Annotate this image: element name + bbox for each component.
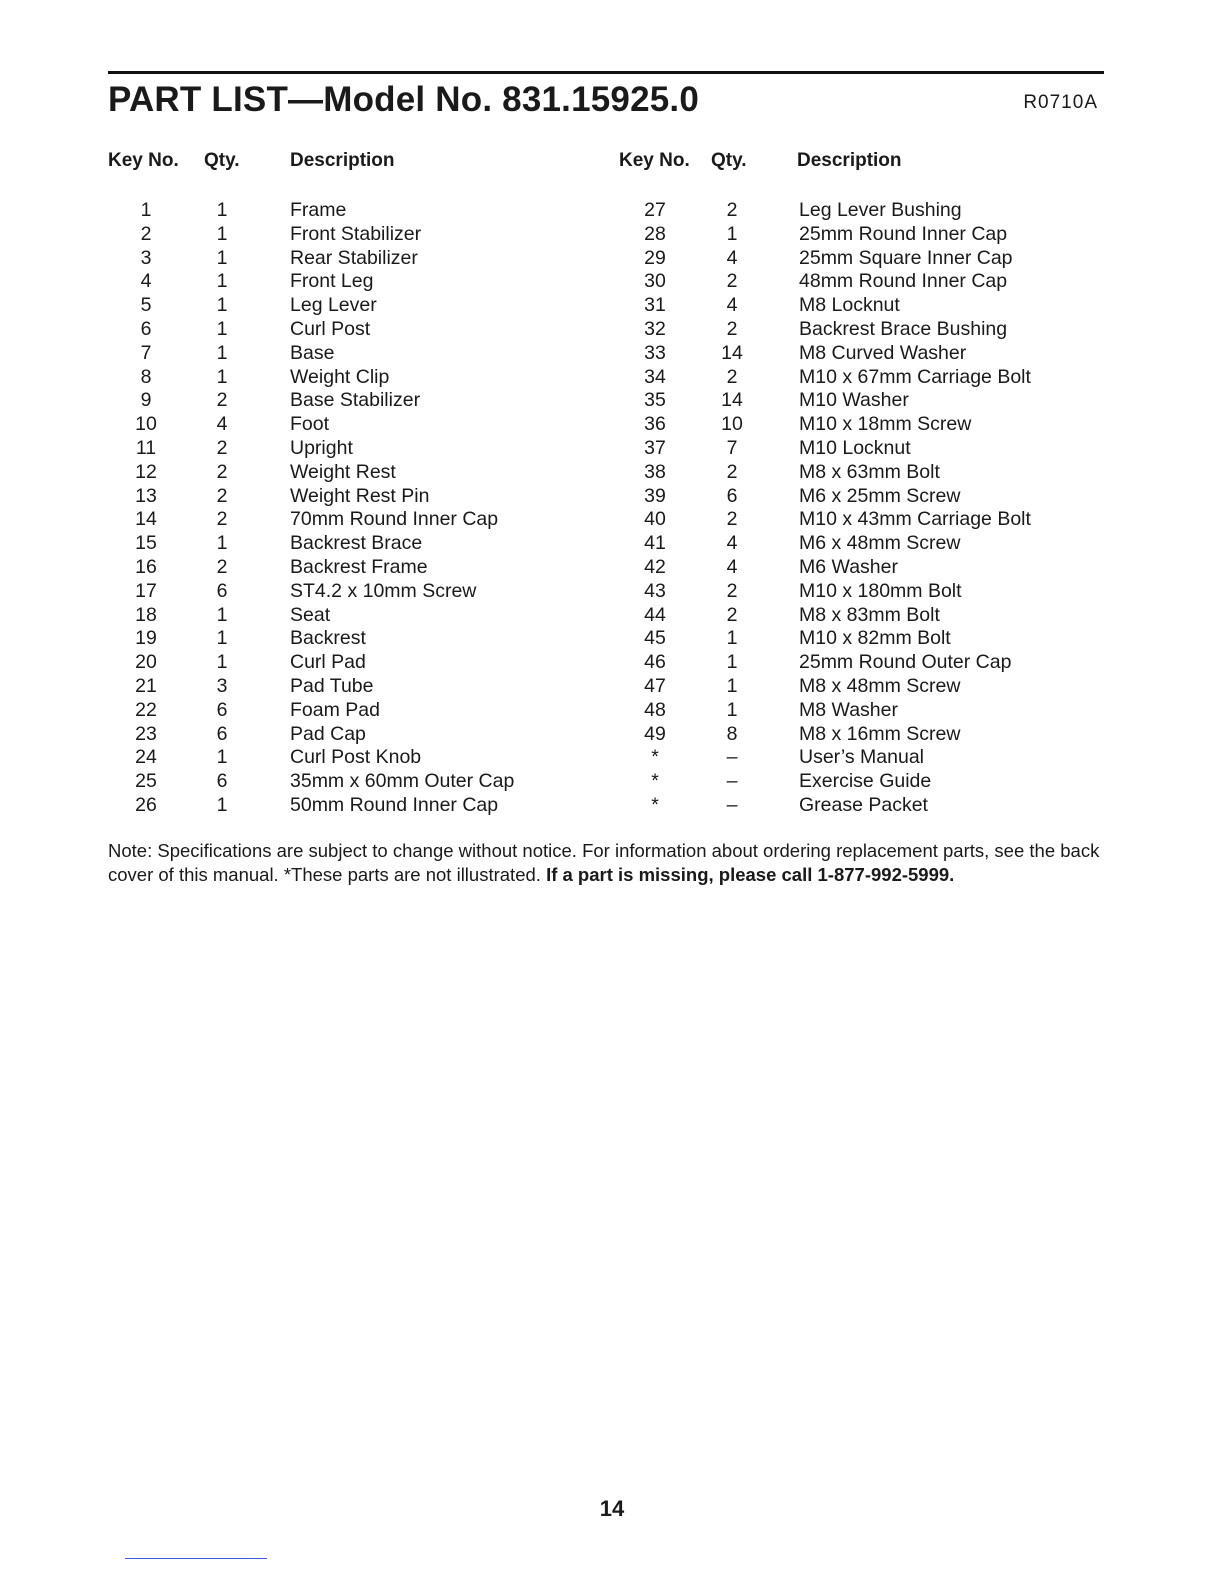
key-no: 28 [644, 222, 666, 245]
bottom-link-underline [125, 1558, 267, 1559]
description: M10 x 67mm Carriage Bolt [799, 365, 1031, 388]
qty: 2 [216, 436, 228, 459]
key-no: * [651, 770, 659, 793]
description: Backrest Brace [290, 532, 423, 555]
key-no: 29 [644, 246, 666, 269]
description: 70mm Round Inner Cap [290, 508, 499, 531]
qty: 2 [216, 555, 228, 578]
qty: 1 [216, 746, 228, 769]
qty: 2 [726, 199, 738, 221]
qty: 1 [216, 793, 228, 816]
qty: 1 [216, 341, 228, 364]
qty: 2 [726, 603, 738, 626]
description: M8 Locknut [799, 294, 900, 317]
description: Front Leg [290, 270, 374, 293]
qty: 1 [216, 603, 228, 626]
qty: 1 [726, 698, 738, 721]
description: Upright [290, 436, 353, 459]
qty: 1 [216, 365, 228, 388]
key-no: 26 [135, 793, 157, 816]
description: Curl Post [290, 317, 371, 340]
qty: 2 [216, 484, 228, 507]
description: Foot [290, 413, 330, 436]
description: M8 x 83mm Bolt [799, 603, 940, 626]
qty: 1 [726, 222, 738, 245]
key-no: 31 [644, 294, 666, 317]
qty: 8 [726, 722, 738, 745]
key-no: 36 [644, 413, 666, 436]
qty: 2 [726, 579, 738, 602]
key-no: 32 [644, 317, 666, 340]
qty: 1 [726, 627, 738, 650]
key-no: 11 [135, 436, 157, 459]
qty: 6 [216, 579, 228, 602]
key-no: 37 [644, 436, 666, 459]
qty: 6 [216, 722, 228, 745]
key-no: 43 [644, 579, 666, 602]
header-key-no-left: Key No. [108, 150, 179, 171]
qty: 2 [726, 460, 738, 483]
description: 25mm Round Inner Cap [799, 222, 1008, 245]
description: Frame [290, 199, 347, 221]
qty: 2 [216, 508, 228, 531]
key-no: 46 [644, 651, 666, 674]
qty: 1 [726, 674, 738, 697]
qty: 6 [216, 698, 228, 721]
description: Exercise Guide [799, 770, 932, 793]
key-no: 44 [644, 603, 666, 626]
description: Rear Stabilizer [290, 246, 418, 269]
header-key-no-right: Key No. [619, 150, 690, 171]
key-no: 18 [135, 603, 157, 626]
key-no: 2 [140, 222, 152, 245]
qty: 1 [216, 532, 228, 555]
header-qty-left: Qty. [204, 150, 240, 171]
qty: 1 [216, 294, 228, 317]
qty: 1 [216, 627, 228, 650]
description: M8 Washer [799, 698, 898, 721]
key-no: 48 [644, 698, 666, 721]
key-no: 16 [135, 555, 157, 578]
key-no: 47 [644, 674, 666, 697]
description: 35mm x 60mm Outer Cap [290, 770, 515, 793]
page-number: 14 [599, 1496, 625, 1521]
qty: 4 [726, 246, 738, 269]
qty: 1 [216, 651, 228, 674]
key-no: 12 [135, 460, 157, 483]
qty: 4 [726, 555, 738, 578]
description: ST4.2 x 10mm Screw [290, 579, 477, 602]
qty: 10 [721, 413, 743, 436]
key-no: 34 [644, 365, 666, 388]
key-no: * [651, 746, 659, 769]
description: Weight Rest Pin [290, 484, 430, 507]
note-text: Note: Specifications are subject to change without notice. For information about ordering replacement parts, see the back cover of this manual. *These parts are not illustrated. [108, 840, 1100, 885]
key-no: 40 [644, 508, 666, 531]
description: Base [290, 341, 335, 364]
key-no: 39 [644, 484, 666, 507]
header-qty-right: Qty. [711, 150, 747, 171]
key-no: 3 [140, 246, 152, 269]
key-no: 38 [644, 460, 666, 483]
qty: 1 [726, 651, 738, 674]
key-no: 7 [140, 341, 152, 364]
key-no: 5 [140, 294, 152, 317]
key-no: 4 [140, 270, 152, 293]
key-no: 33 [644, 341, 666, 364]
qty: 2 [726, 317, 738, 340]
description: Pad Cap [290, 722, 366, 745]
key-no: 25 [135, 770, 157, 793]
description: Base Stabilizer [290, 389, 421, 412]
key-no: 24 [135, 746, 157, 769]
key-no: 49 [644, 722, 666, 745]
key-no: 17 [135, 579, 157, 602]
description: User’s Manual [799, 746, 924, 769]
key-no: 10 [135, 413, 157, 436]
key-no: 1 [140, 199, 152, 221]
qty: 1 [216, 270, 228, 293]
qty: 1 [216, 246, 228, 269]
key-no: 45 [644, 627, 666, 650]
qty: 2 [726, 270, 738, 293]
description: Backrest [290, 627, 366, 650]
key-no: 27 [644, 199, 666, 221]
description: Weight Clip [290, 365, 390, 388]
description: Curl Pad [290, 651, 366, 674]
key-no: 42 [644, 555, 666, 578]
description: 25mm Square Inner Cap [799, 246, 1013, 269]
qty: 14 [721, 389, 743, 412]
qty: – [726, 770, 738, 793]
qty: 1 [216, 222, 228, 245]
qty: 6 [726, 484, 738, 507]
description: Backrest Brace Bushing [799, 317, 1008, 340]
description: Backrest Frame [290, 555, 428, 578]
key-no: 21 [135, 674, 157, 697]
key-no: 19 [135, 627, 157, 650]
key-no: * [651, 793, 659, 816]
key-no: 22 [135, 698, 157, 721]
description: Grease Packet [799, 793, 928, 816]
key-no: 9 [140, 389, 152, 412]
note-missing-part: If a part is missing, please call 1-877-992-5999. [546, 864, 955, 885]
description: Leg Lever [290, 294, 377, 317]
description: M8 x 16mm Screw [799, 722, 961, 745]
qty: 14 [721, 341, 743, 364]
description: M6 Washer [799, 555, 898, 578]
note [108, 839, 1108, 887]
description: 48mm Round Inner Cap [799, 270, 1008, 293]
description: Leg Lever Bushing [799, 199, 962, 221]
qty: 2 [726, 508, 738, 531]
description: M10 x 82mm Bolt [799, 627, 951, 650]
qty: 1 [216, 199, 228, 221]
page-title: PART LIST—Model No. 831.15925.0 [108, 80, 699, 119]
key-no: 30 [644, 270, 666, 293]
key-no: 8 [140, 365, 152, 388]
description: M8 x 63mm Bolt [799, 460, 940, 483]
qty: 4 [216, 413, 228, 436]
description: Front Stabilizer [290, 222, 422, 245]
qty: 7 [726, 436, 738, 459]
header-description-left: Description [290, 150, 395, 171]
description: Weight Rest [290, 460, 396, 483]
revision-code: R0710A [1023, 92, 1098, 113]
qty: – [726, 793, 738, 816]
key-no: 20 [135, 651, 157, 674]
key-no: 23 [135, 722, 157, 745]
qty: 2 [216, 389, 228, 412]
key-no: 15 [135, 532, 157, 555]
description: M8 x 48mm Screw [799, 674, 961, 697]
key-no: 14 [135, 508, 157, 531]
qty: 3 [216, 674, 228, 697]
description: M6 x 25mm Screw [799, 484, 961, 507]
qty: 2 [726, 365, 738, 388]
description: M8 Curved Washer [799, 341, 967, 364]
key-no: 41 [644, 532, 666, 555]
description: 25mm Round Outer Cap [799, 651, 1012, 674]
description: M10 Locknut [799, 436, 911, 459]
description: Foam Pad [290, 698, 380, 721]
top-rule [108, 71, 1104, 74]
qty: 6 [216, 770, 228, 793]
qty: 1 [216, 317, 228, 340]
qty: 4 [726, 294, 738, 317]
description: M10 Washer [799, 389, 909, 412]
header-description-right: Description [797, 150, 902, 171]
description: Seat [290, 603, 331, 626]
qty: 4 [726, 532, 738, 555]
description: M10 x 180mm Bolt [799, 579, 962, 602]
description: M10 x 43mm Carriage Bolt [799, 508, 1031, 531]
description: 50mm Round Inner Cap [290, 793, 499, 816]
key-no: 35 [644, 389, 666, 412]
key-no: 6 [140, 317, 152, 340]
description: Curl Post Knob [290, 746, 422, 769]
qty: – [726, 746, 738, 769]
description: Pad Tube [290, 674, 374, 697]
key-no: 13 [135, 484, 157, 507]
description: M10 x 18mm Screw [799, 413, 972, 436]
description: M6 x 48mm Screw [799, 532, 961, 555]
qty: 2 [216, 460, 228, 483]
